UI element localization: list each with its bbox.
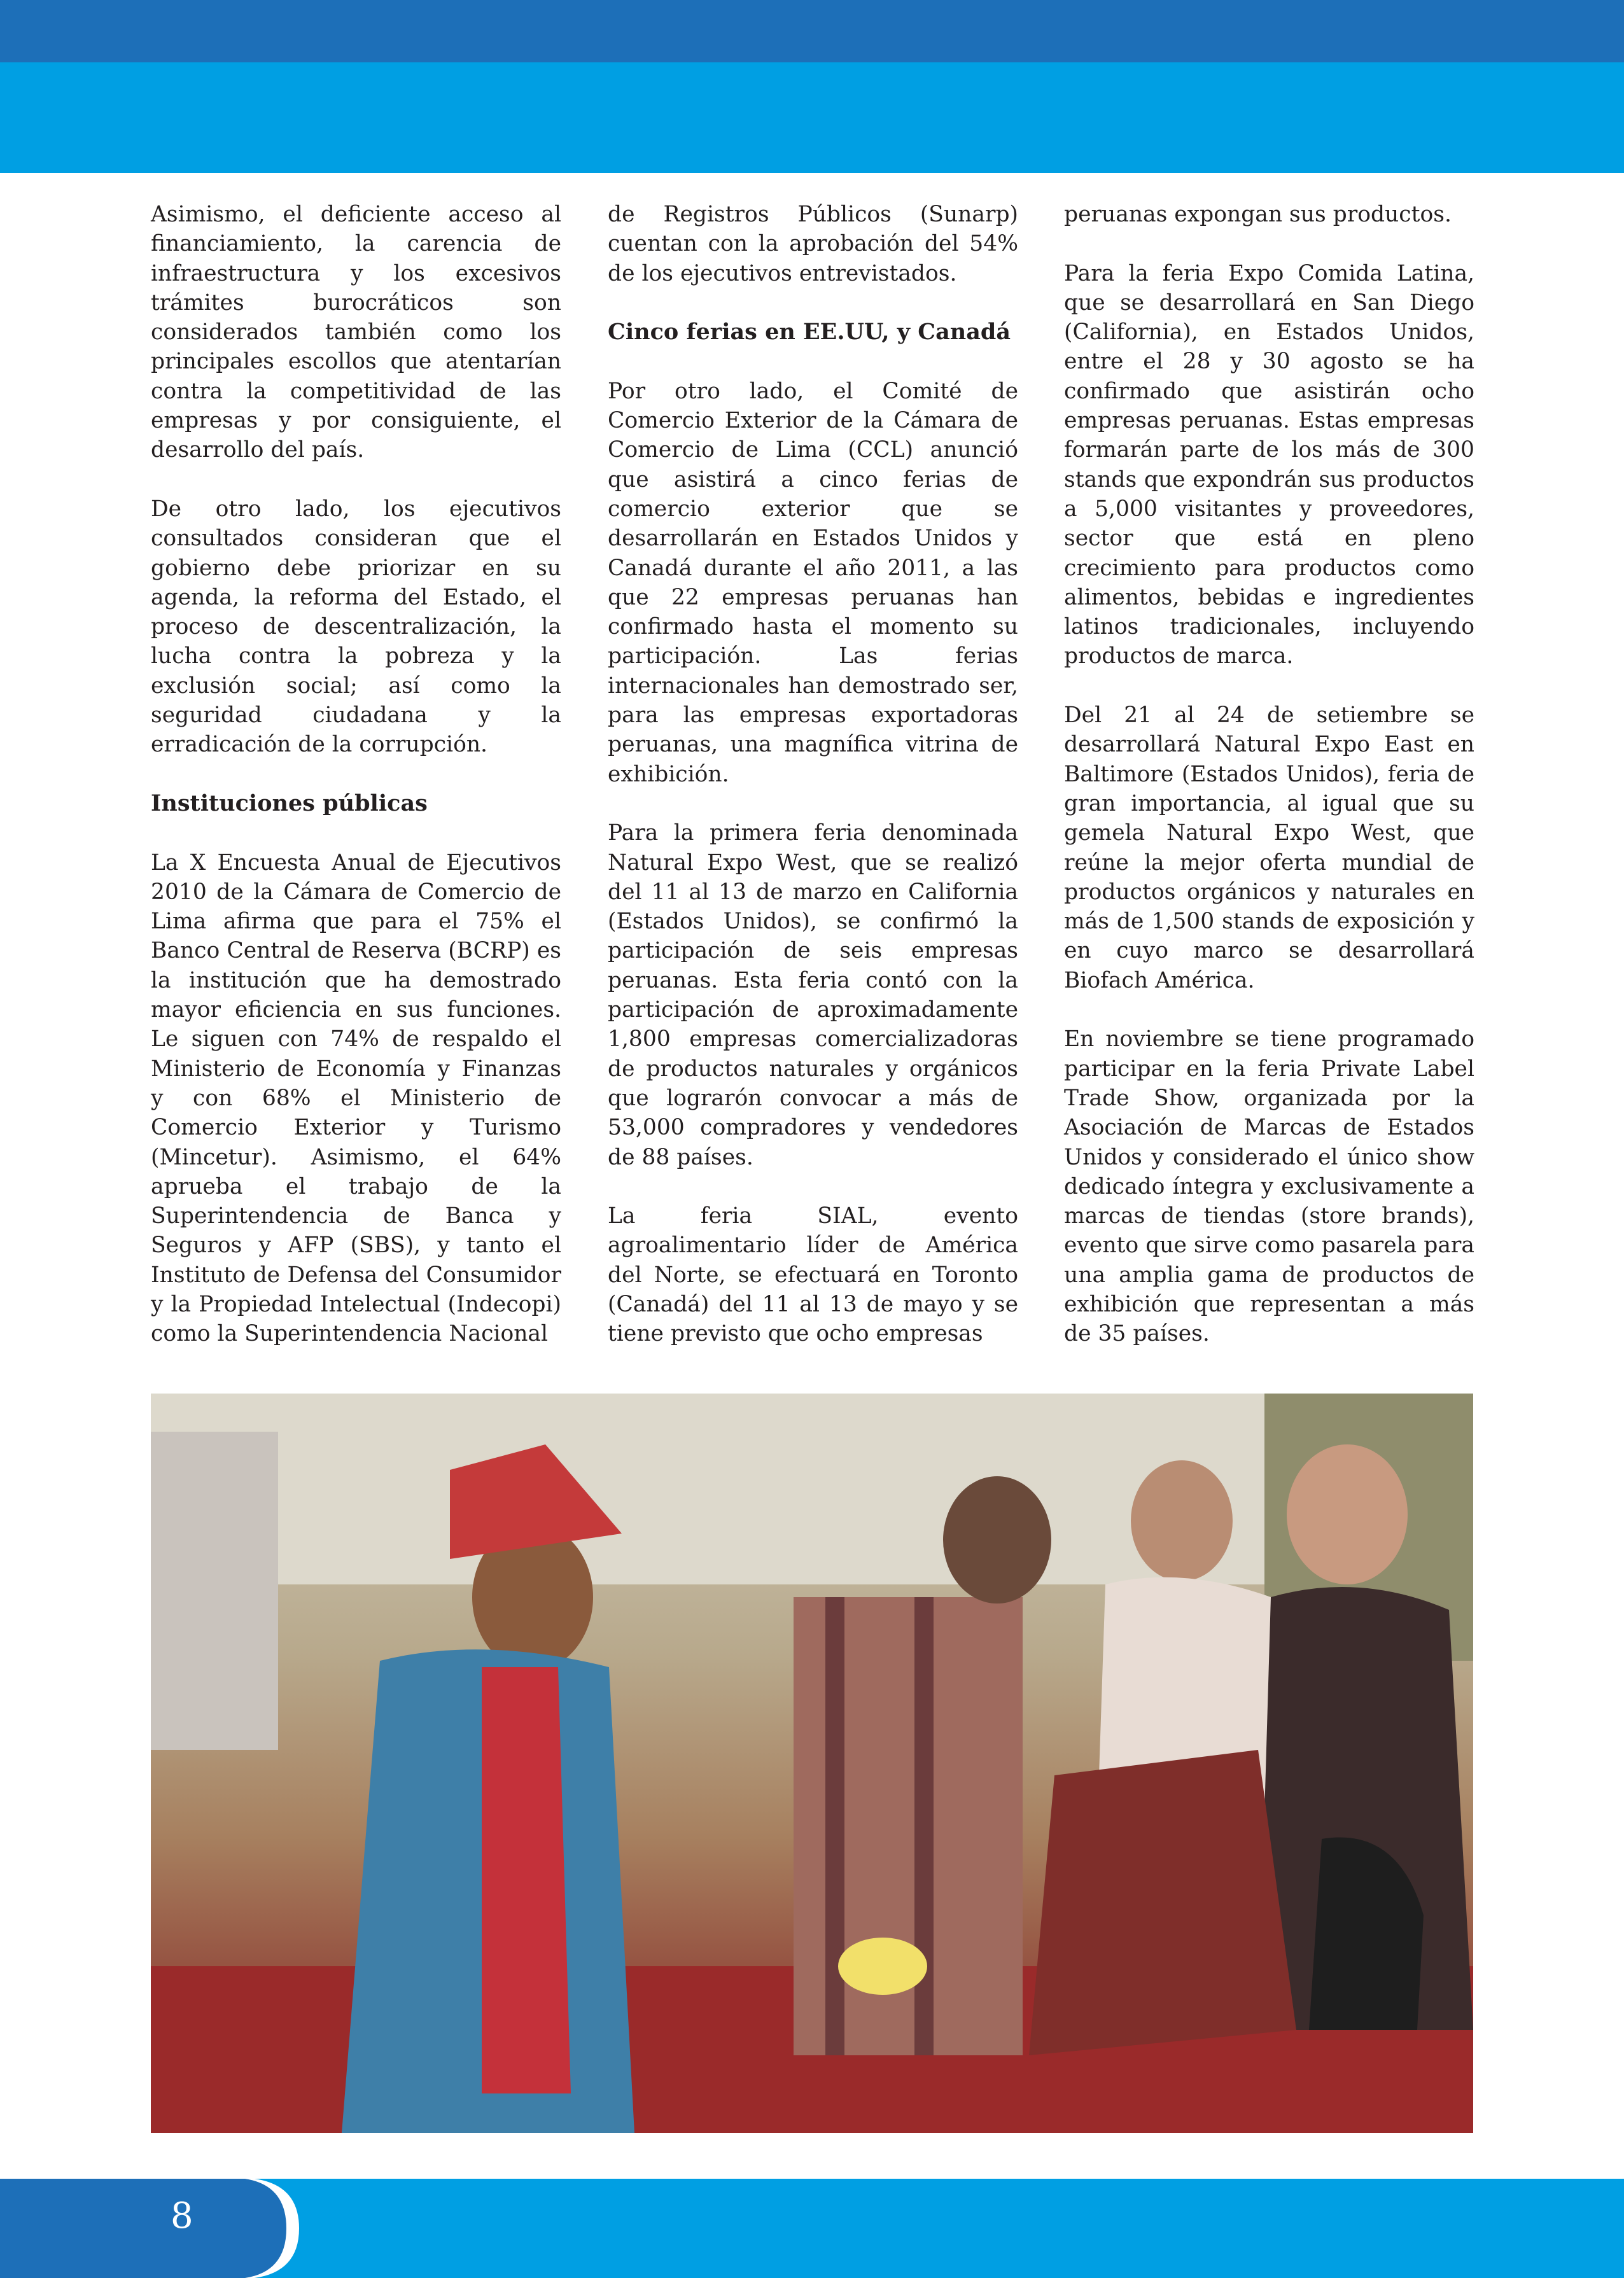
paragraph: Para la feria Expo Comida Latina, que se desarrollará en San Diego (California), en Estados Unidos, entre el 28 y 30 agosto se ha confirmado que asistirán ocho empresas peruanas. Estas empresas formarán parte de los más de 300 stands que expondrán sus productos a 5,000 visitantes y proveedores, sector que está en pleno crecimiento para productos como alimentos, bebidas e ingredientes latinos tradicionales, incluyendo productos de marca. <box>1064 260 1474 669</box>
page-tab-fill <box>0 2179 286 2278</box>
paragraph: En noviembre se tiene programado participar en la feria Private Label Trade Show, organizada por la Asociación de Marcas de Estados Unidos y considerado el único show dedicado íntegra y exclusivamente a marcas de tiendas (store brands), evento que sirve como pasarela para una amplia gama de productos de exhibición que representan a más de 35 países. <box>1064 1026 1474 1347</box>
paragraph: De otro lado, los ejecutivos consultados consideran que el gobierno debe priorizar en su agenda, la reforma del Estado, el proceso de descentralización, la lucha contra la pobreza y la exclusión social; así como la seguridad ciudadana y la erradicación de la corrupción. <box>151 496 561 758</box>
paragraph: Asimismo, el deficiente acceso al financiamiento, la carencia de infraestructura y los excesivos trámites burocráticos son considerados también como los principales escollos que atentarían contra la competitividad de las empresas y por consiguiente, el desarrollo del país. <box>151 202 561 463</box>
man-scarf <box>482 1667 571 2093</box>
hanging-goods <box>151 1432 278 1750</box>
paragraph: Para la primera feria denominada Natural Expo West, que se realizó del 11 al 13 de marzo en California (Estados Unidos), se confirmó la participación de seis empresas peruanas. Esta feria contó con la participación de aproximadamente 1,800 empresas comercializadoras de productos naturales y orgánicos que lograrón convocar a más de 53,000 compradores y vendedores de 88 países. <box>608 820 1018 1170</box>
paragraph: Del 21 al 24 de setiembre se desarrollará Natural Expo East en Baltimore (Estados Unidos), feria de gran importancia, al igual que su gemela Natural Expo West, que reúne la mejor oferta mundial de productos orgánicos y naturales en más de 1,500 stands de exposición y en cuyo marco se desarrollará Biofach América. <box>1064 702 1474 993</box>
section-heading: Instituciones públicas <box>151 790 428 816</box>
text-column-3 <box>1064 200 1474 1378</box>
header-strip <box>0 0 1624 62</box>
page-number: 8 <box>171 2195 193 2237</box>
fair-photo <box>151 1394 1473 2133</box>
textile-bag <box>1029 1750 1296 2055</box>
text-column-2 <box>608 200 1018 1378</box>
paragraph: de Registros Públicos (Sunarp) cuentan con la aprobación del 54% de los ejecutivos entrevistados. <box>608 202 1018 286</box>
section-heading: Cinco ferias en EE.UU, y Canadá <box>608 319 1011 346</box>
yellow-item <box>838 1938 927 1995</box>
shopper-head <box>1131 1460 1233 1581</box>
shopper-head <box>1287 1444 1408 1584</box>
fair-photo-illustration <box>151 1394 1473 2133</box>
paragraph: Por otro lado, el Comité de Comercio Exterior de la Cámara de Comercio de Lima (CCL) anunció que asistirá a cinco ferias de comercio exterior que se desarrollarán en Estados Unidos y Canadá durante el año 2011, a las que 22 empresas peruanas han confirmado hasta el momento su participación. Las ferias internacionales han demostrado ser, para las empresas exportadoras peruanas, una magnífica vitrina de exhibición. <box>608 378 1018 787</box>
paragraph: La X Encuesta Anual de Ejecutivos 2010 de la Cámara de Comercio de Lima afirma que para el 75% el Banco Central de Reserva (BCRP) es la institución que ha demostrado mayor eficiencia en sus funciones. Le siguen con 74% de respaldo el Ministerio de Economía y Finanzas y con 68% el Ministerio de Comercio Exterior y Turismo (Mincetur). Asimismo, el 64% aprueba el trabajo de la Superintendencia de Banca y Seguros y AFP (SBS), y tanto el Instituto de Defensa del Consumidor y la Propiedad Intelectual (Indecopi) como la Superintendencia Nacional <box>151 849 561 1347</box>
vendor-head <box>943 1476 1051 1604</box>
textile-stripe <box>825 1597 844 2055</box>
page-number-tab <box>0 2179 305 2278</box>
textile-stripe <box>914 1597 934 2055</box>
paragraph: peruanas expongan sus productos. <box>1064 202 1452 227</box>
paragraph: La feria SIAL, evento agroalimentario líder de América del Norte, se efectuará en Toronto (Canadá) del 11 al 13 de mayo y se tiene previsto que ocho empresas <box>608 1203 1018 1347</box>
text-column-1 <box>151 200 561 1378</box>
